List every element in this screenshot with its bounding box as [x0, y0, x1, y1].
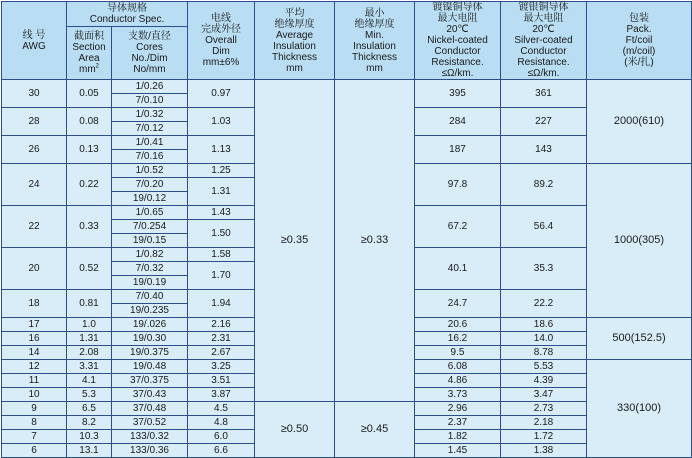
- header-overall-dim: 电线 完成外径 Overall Dim mm±6%: [188, 2, 255, 80]
- section-area-cell: 1.31: [67, 332, 112, 346]
- section-area-cell: 10.3: [67, 430, 112, 444]
- cores-cell: 7/0.16: [112, 150, 188, 164]
- section-area-cell: 0.08: [67, 108, 112, 136]
- pack-cell: [587, 80, 692, 164]
- cores-cell: 19/0.12: [112, 192, 188, 206]
- silver-resistance-cell: 2.18: [501, 416, 587, 430]
- cores-cell: 7/0.40: [112, 290, 188, 304]
- silver-resistance-cell: 22.2: [501, 290, 587, 318]
- silver-resistance-cell: 89.2: [501, 164, 587, 206]
- overall-dim-cell: 1.50: [188, 220, 255, 248]
- section-area-cell: 3.31: [67, 360, 112, 374]
- silver-resistance-cell: 35.3: [501, 248, 587, 290]
- silver-resistance-cell: 1.38: [501, 444, 587, 458]
- overall-dim-cell: 4.8: [188, 416, 255, 430]
- header-average-insulation: 平均 绝缘厚度 Average Insulation Thickness mm: [255, 2, 335, 80]
- cores-cell: 7/0.12: [112, 122, 188, 136]
- nickel-resistance-cell: 1.82: [415, 430, 501, 444]
- section-area-cell: 0.05: [67, 80, 112, 108]
- pack-m: (100): [635, 402, 662, 414]
- section-area-cell: 8.2: [67, 416, 112, 430]
- awg-cell: 28: [2, 108, 67, 136]
- pack-m: (610): [638, 115, 665, 127]
- cores-cell: 7/0.32: [112, 262, 188, 276]
- silver-resistance-cell: 2.73: [501, 402, 587, 416]
- overall-dim-cell: 3.51: [188, 374, 255, 388]
- overall-dim-cell: 2.31: [188, 332, 255, 346]
- awg-cell: 11: [2, 374, 67, 388]
- cores-cell: 1/0.26: [112, 80, 188, 94]
- awg-cell: 7: [2, 430, 67, 444]
- awg-cell: 20: [2, 248, 67, 290]
- cores-cell: 1/0.52: [112, 164, 188, 178]
- awg-cell: 10: [2, 388, 67, 402]
- header-nickel-resistance: 镀镍铜导体 最大电阻 20℃ Nickel-coated Conductor Resistance. ≤Ω/km.: [415, 2, 501, 80]
- nickel-resistance-cell: 67.2: [415, 206, 501, 248]
- cores-cell: 19/.026: [112, 318, 188, 332]
- section-area-cell: 0.33: [67, 206, 112, 248]
- awg-cell: 26: [2, 136, 67, 164]
- silver-resistance-cell: 227: [501, 108, 587, 136]
- nickel-resistance-cell: 97.8: [415, 164, 501, 206]
- min-insulation-cell: ≥0.45: [335, 402, 415, 458]
- nickel-resistance-cell: 2.96: [415, 402, 501, 416]
- average-insulation-cell: ≥0.35: [255, 80, 335, 402]
- cores-cell: 1/0.82: [112, 248, 188, 262]
- header-cores: 支数/直径 Cores No./Dim No/mm: [112, 26, 188, 79]
- wire-spec-sheet: [1, 1, 691, 456]
- section-area-cell: 13.1: [67, 444, 112, 458]
- nickel-resistance-cell: 9.5: [415, 346, 501, 360]
- cores-cell: 19/0.30: [112, 332, 188, 346]
- awg-cell: 12: [2, 360, 67, 374]
- nickel-resistance-cell: 284: [415, 108, 501, 136]
- average-insulation-cell: ≥0.50: [255, 402, 335, 458]
- cores-cell: 1/0.32: [112, 108, 188, 122]
- overall-dim-cell: 1.31: [188, 178, 255, 206]
- silver-resistance-cell: 4.39: [501, 374, 587, 388]
- header-pack: 包装 Pack. Ft/coil (m/coil) (米/扎): [587, 2, 692, 80]
- awg-cell: 17: [2, 318, 67, 332]
- nickel-resistance-cell: 6.08: [415, 360, 501, 374]
- silver-resistance-cell: 1.72: [501, 430, 587, 444]
- nickel-resistance-cell: 4.86: [415, 374, 501, 388]
- overall-dim-cell: 6.6: [188, 444, 255, 458]
- nickel-resistance-cell: 3.73: [415, 388, 501, 402]
- overall-dim-cell: 0.97: [188, 80, 255, 108]
- silver-resistance-cell: 14.0: [501, 332, 587, 346]
- overall-dim-cell: 1.25: [188, 164, 255, 178]
- overall-dim-cell: 1.13: [188, 136, 255, 164]
- silver-resistance-cell: 5.53: [501, 360, 587, 374]
- nickel-resistance-cell: 2.37: [415, 416, 501, 430]
- cores-cell: 19/0.375: [112, 346, 188, 360]
- overall-dim-cell: 1.70: [188, 262, 255, 290]
- awg-cell: 8: [2, 416, 67, 430]
- section-area-cell: 0.22: [67, 164, 112, 206]
- overall-dim-cell: 3.87: [188, 388, 255, 402]
- pack-m: (305): [638, 234, 665, 246]
- cores-cell: 37/0.52: [112, 416, 188, 430]
- header-min-insulation: 最小 绝缘厚度 Min. Insulation Thickness mm: [335, 2, 415, 80]
- awg-cell: 9: [2, 402, 67, 416]
- awg-cell: 6: [2, 444, 67, 458]
- section-area-cell: 1.0: [67, 318, 112, 332]
- pack-cell: [587, 318, 692, 360]
- table-body: [2, 80, 692, 458]
- pack-m: (152.5): [630, 332, 666, 344]
- section-area-cell: 6.5: [67, 402, 112, 416]
- cores-cell: 7/0.10: [112, 94, 188, 108]
- cores-cell: 19/0.15: [112, 234, 188, 248]
- section-area-cell: 0.81: [67, 290, 112, 318]
- nickel-resistance-cell: 40.1: [415, 248, 501, 290]
- pack-ft: 500: [612, 332, 631, 344]
- silver-resistance-cell: 18.6: [501, 318, 587, 332]
- overall-dim-cell: 1.43: [188, 206, 255, 220]
- nickel-resistance-cell: 20.6: [415, 318, 501, 332]
- overall-dim-cell: 4.5: [188, 402, 255, 416]
- cores-cell: 133/0.36: [112, 444, 188, 458]
- cores-cell: 1/0.65: [112, 206, 188, 220]
- section-area-cell: 0.13: [67, 136, 112, 164]
- awg-cell: 18: [2, 290, 67, 318]
- section-area-cell: 4.1: [67, 374, 112, 388]
- overall-dim-cell: 6.0: [188, 430, 255, 444]
- cores-cell: 37/0.43: [112, 388, 188, 402]
- awg-cell: 22: [2, 206, 67, 248]
- nickel-resistance-cell: 16.2: [415, 332, 501, 346]
- section-area-cell: 5.3: [67, 388, 112, 402]
- section-area-cell: 2.08: [67, 346, 112, 360]
- overall-dim-cell: 3.25: [188, 360, 255, 374]
- pack-ft: 1000: [613, 234, 639, 246]
- silver-resistance-cell: 3.47: [501, 388, 587, 402]
- pack-ft: 330: [616, 402, 636, 414]
- min-insulation-cell: ≥0.33: [335, 80, 415, 402]
- overall-dim-cell: 1.94: [188, 290, 255, 318]
- cores-cell: 133/0.32: [112, 430, 188, 444]
- overall-dim-cell: 1.03: [188, 108, 255, 136]
- awg-cell: 24: [2, 164, 67, 206]
- cores-cell: 7/0.20: [112, 178, 188, 192]
- silver-resistance-cell: 361: [501, 80, 587, 108]
- table-row: [2, 80, 692, 94]
- header-conductor-spec: 导体规格 Conductor Spec.: [67, 2, 188, 27]
- awg-cell: 16: [2, 332, 67, 346]
- nickel-resistance-cell: 187: [415, 136, 501, 164]
- header-awg: 线 号 AWG: [2, 2, 67, 80]
- cores-cell: 37/0.48: [112, 402, 188, 416]
- cores-cell: 1/0.41: [112, 136, 188, 150]
- awg-cell: 30: [2, 80, 67, 108]
- awg-cell: 14: [2, 346, 67, 360]
- overall-dim-cell: 1.58: [188, 248, 255, 262]
- cores-cell: 37/0.375: [112, 374, 188, 388]
- header-silver-resistance: 镀银铜导体 最大电阻 20℃ Silver-coated Conductor Resistance. ≤Ω/km.: [501, 2, 587, 80]
- nickel-resistance-cell: 24.7: [415, 290, 501, 318]
- nickel-resistance-cell: 395: [415, 80, 501, 108]
- pack-ft: 2000: [613, 115, 639, 127]
- silver-resistance-cell: 143: [501, 136, 587, 164]
- overall-dim-cell: 2.67: [188, 346, 255, 360]
- pack-cell: [587, 164, 692, 318]
- silver-resistance-cell: 8.78: [501, 346, 587, 360]
- table-header: [2, 2, 692, 80]
- overall-dim-cell: 2.16: [188, 318, 255, 332]
- cores-cell: 19/0.235: [112, 304, 188, 318]
- cores-cell: 7/0.254: [112, 220, 188, 234]
- silver-resistance-cell: 56.4: [501, 206, 587, 248]
- cores-cell: 19/0.48: [112, 360, 188, 374]
- section-area-cell: 0.52: [67, 248, 112, 290]
- wire-spec-table: [1, 1, 692, 458]
- nickel-resistance-cell: 1.45: [415, 444, 501, 458]
- cores-cell: 19/0.19: [112, 276, 188, 290]
- header-section-area: 截面积 Section Area $mm^2$: [67, 26, 112, 79]
